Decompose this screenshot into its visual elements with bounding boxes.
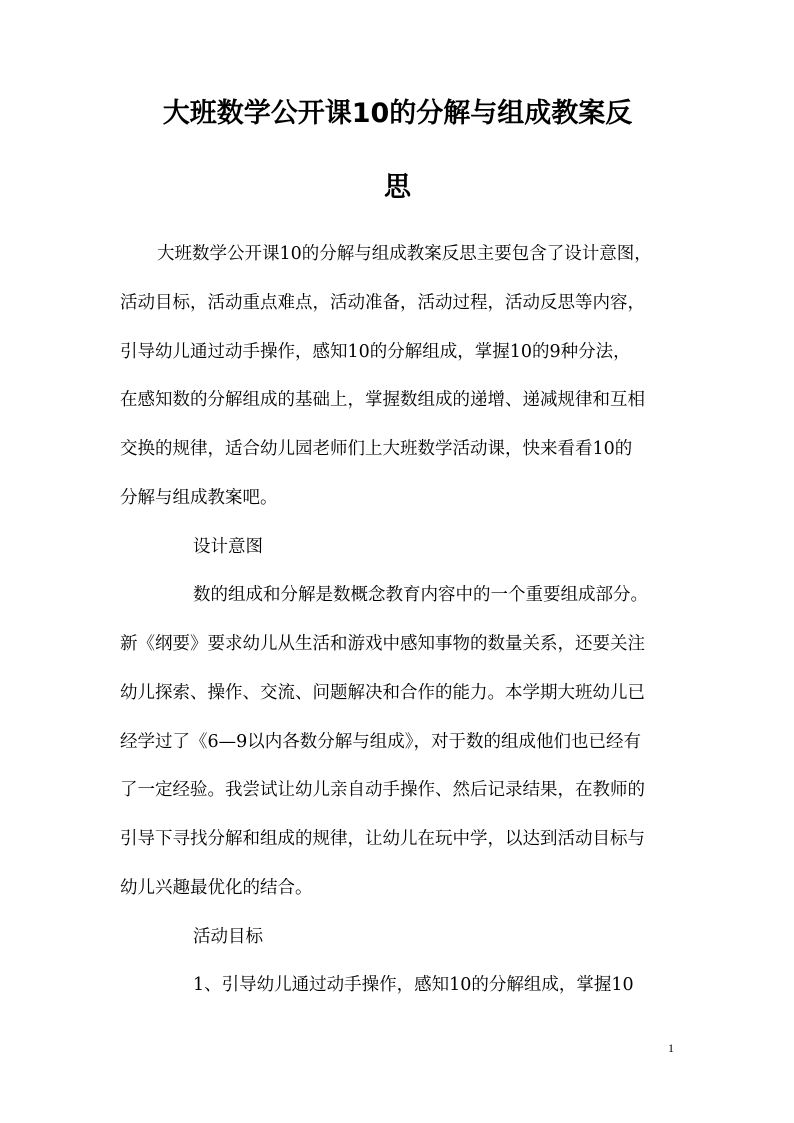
body-line: 1、引导幼儿通过动手操作，感知10的分解组成，掌握10 <box>193 975 634 995</box>
intro-line: 交换的规律，适合幼儿园老师们上大班数学活动课，快来看看10的 <box>120 439 633 459</box>
body-line: 了一定经验。我尝试让幼儿亲自动手操作、然后记录结果，在教师的 <box>120 780 645 800</box>
intro-line: 分解与组成教案吧。 <box>120 488 278 508</box>
body-line: 引导下寻找分解和组成的规律，让幼儿在玩中学，以达到活动目标与 <box>120 829 645 849</box>
intro-line: 在感知数的分解组成的基础上，掌握数组成的递增、递减规律和互相 <box>120 390 645 410</box>
body-line: 经学过了《6—9以内各数分解与组成》，对于数的组成他们也已经有 <box>120 732 642 752</box>
body-line: 新《纲要》要求幼儿从生活和游戏中感知事物的数量关系，还要关注 <box>120 634 645 654</box>
page-number: 1 <box>668 1041 674 1055</box>
intro-line: 引导幼儿通过动手操作，感知10的分解组成，掌握10的9种分法， <box>120 342 631 362</box>
document-title-line-1: 大班数学公开课10的分解与组成教案反 <box>162 98 633 129</box>
intro-line: 活动目标，活动重点难点，活动准备，活动过程，活动反思等内容， <box>120 293 645 313</box>
body-line: 幼儿探索、操作、交流、问题解决和合作的能力。本学期大班幼儿已 <box>120 683 645 703</box>
body-line: 数的组成和分解是数概念教育内容中的一个重要组成部分。 <box>193 585 648 605</box>
section-heading-design-intent: 设计意图 <box>193 537 263 557</box>
section-heading-activity-goals: 活动目标 <box>193 927 263 947</box>
body-line: 幼儿兴趣最优化的结合。 <box>120 878 313 898</box>
intro-line: 大班数学公开课10的分解与组成教案反思主要包含了设计意图， <box>157 244 652 264</box>
document-title-line-2: 思 <box>384 172 411 203</box>
